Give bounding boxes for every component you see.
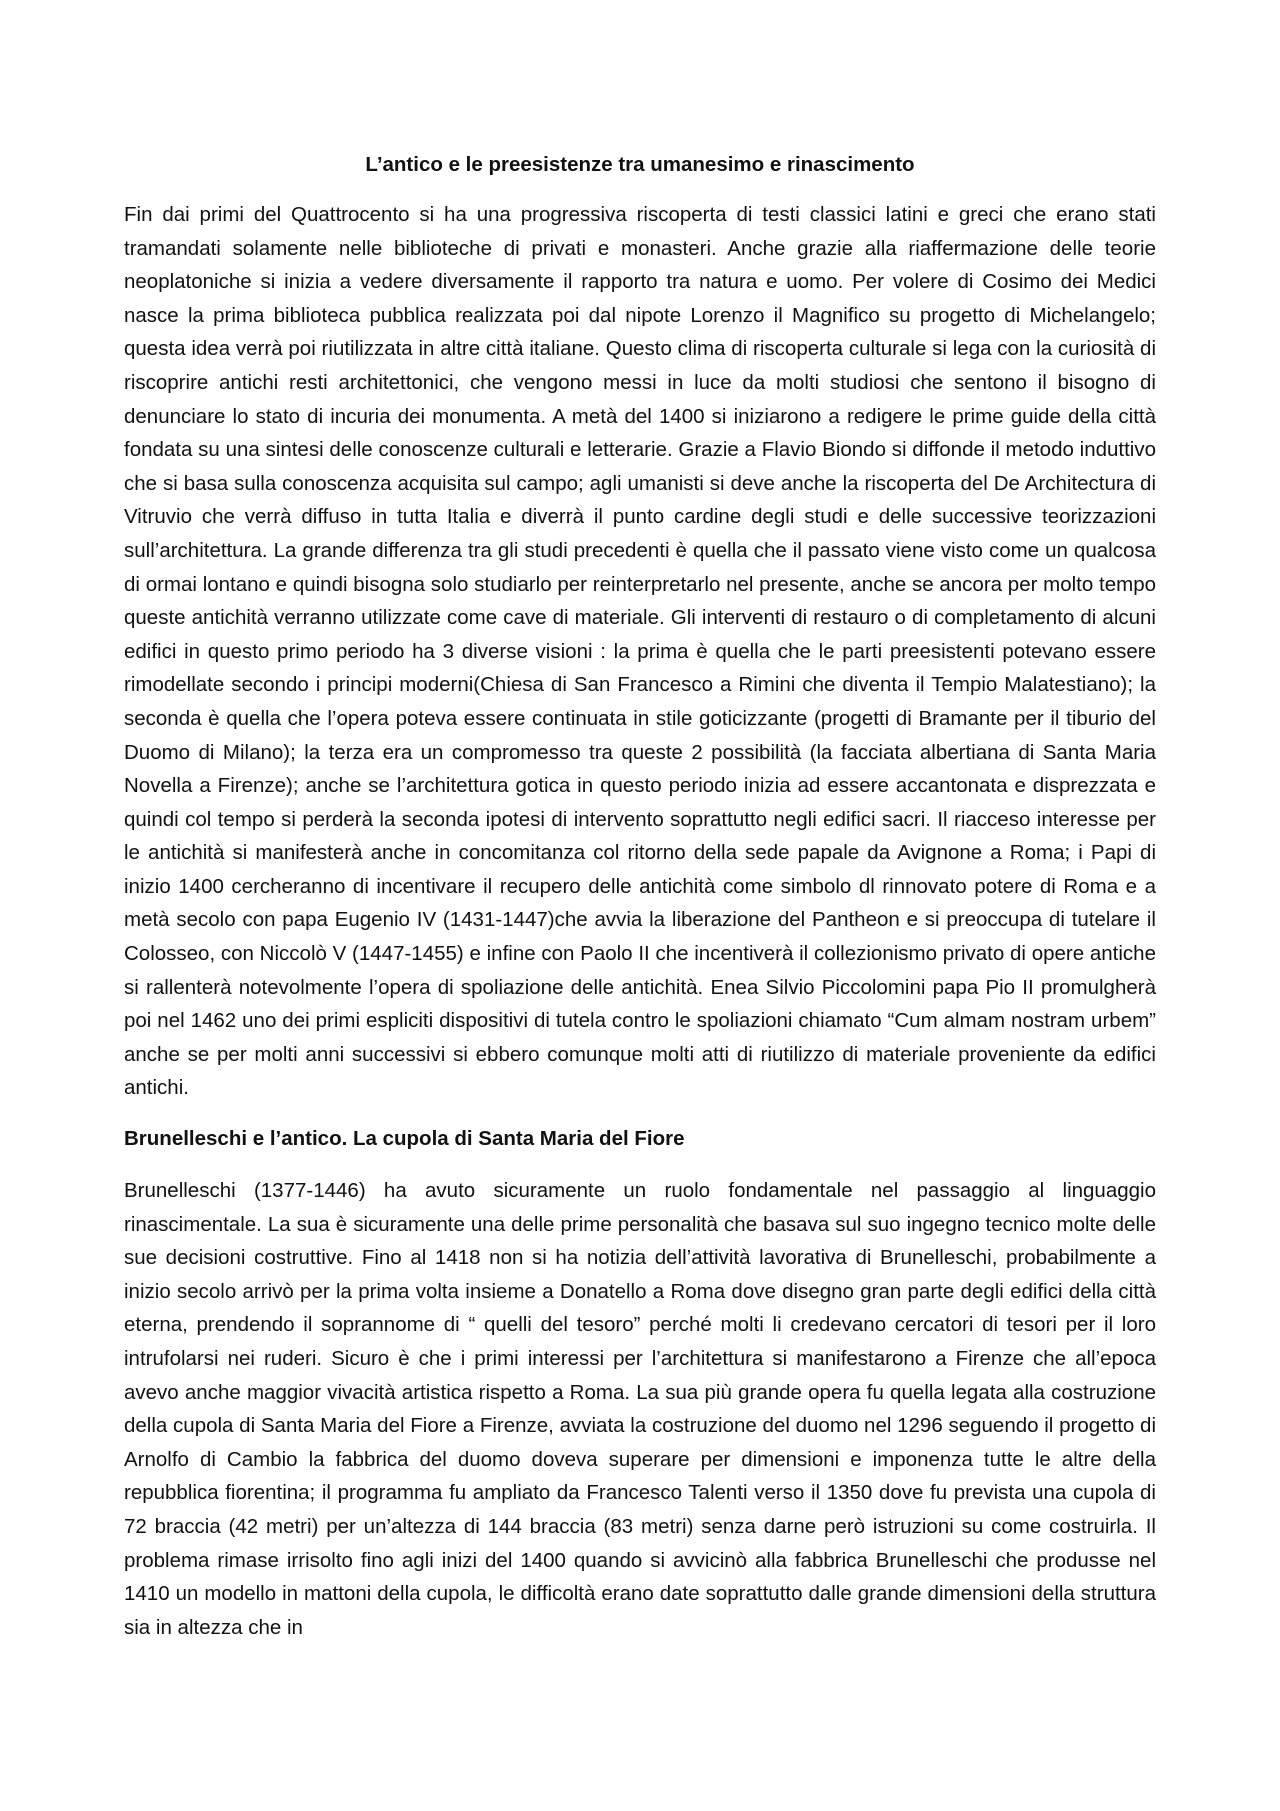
paragraph-intro: Fin dai primi del Quattrocento si ha una progressiva riscoperta di testi classici latini e greci che erano stati tramandati solamente nelle biblioteche di privati e monasteri. Anche grazie alla riaffermazione delle teorie neoplatoniche si inizia a vedere diversamente il rapporto tra natura e uomo. Per volere di Cosimo dei Medici nasce la prima biblioteca pubblica realizzata poi dal nipote Lorenzo il Magnifico su progetto di Michelangelo; questa idea verrà poi riutilizzata in altre città italiane. Questo clima di riscoperta culturale si lega con la curiosità di riscoprire antichi resti architettonici, che vengono messi in luce da molti studiosi che sentono il bisogno di denunciare lo stato di incuria dei monumenta. A metà del 1400 si iniziarono a redigere le prime guide della città fondata su una sintesi delle conoscenze culturali e letterarie. Grazie a Flavio Biondo si diffonde il metodo induttivo che si basa sulla conoscenza acquisita sul campo; agli umanisti si deve anche la riscoperta del De Architectura di Vitruvio che verrà diffuso in tutta Italia e diverrà il punto cardine degli studi e delle successive teorizzazioni sull’architettura. La grande differenza tra gli studi precedenti è quella che il passato viene visto come un qualcosa di ormai lontano e quindi bisogna solo studiarlo per reinterpretarlo nel presente, anche se ancora per molto tempo queste antichità verranno utilizzate come cave di materiale. Gli interventi di restauro o di completamento di alcuni edifici in questo primo periodo ha 3 diverse visioni : la prima è quella che le parti preesistenti potevano essere rimodellate secondo i principi moderni(Chiesa di San Francesco a Rimini che diventa il Tempio Malatestiano); la seconda è quella che l’opera poteva essere continuata in stile goticizzante (progetti di Bramante per il tiburio del Duomo di Milano); la terza era un compromesso tra queste 2 possibilità (la facciata albertiana di Santa Maria Novella a Firenze); anche se l’architettura gotica in questo periodo inizia ad essere accantonata e disprezzata e quindi col tempo si perderà la seconda ipotesi di intervento soprattutto negli edifici sacri. Il riacceso interesse per le antichità si manifesterà anche in concomitanza col ritorno della sede papale da Avignone a Roma; i Papi di inizio 1400 cercheranno di incentivare il recupero delle antichità come simbolo dl rinnovato potere di Roma e a metà secolo con papa Eugenio IV (1431-1447)che avvia la liberazione del Pantheon e si preoccupa di tutelare il Colosseo, con Niccolò V (1447-1455) e infine con Paolo II che incentiverà il collezionismo privato di opere antiche si rallenterà notevolmente l’opera di spoliazione delle antichità. Enea Silvio Piccolomini papa Pio II promulgherà poi nel 1462 uno dei primi espliciti dispositivi di tutela contro le spoliazioni chiamato “Cum almam nostram urbem” anche se per molti anni successivi si ebbero comunque molti atti di riutilizzo di materiale proveniente da edifici antichi. <box>124 203 1156 1100</box>
paragraph-brunelleschi: Brunelleschi (1377-1446) ha avuto sicuramente un ruolo fondamentale nel passaggio al linguaggio rinascimentale. La sua è sicuramente una delle prime personalità che basava sul suo ingegno tecnico molte delle sue decisioni costruttive. Fino al 1418 non si ha notizia dell’attività lavorativa di Brunelleschi, probabilmente a inizio secolo arrivò per la prima volta insieme a Donatello a Roma dove disegno gran parte degli edifici della città eterna, prendendo il soprannome di “ quelli del tesoro” perché molti li credevano cercatori di tesori per il loro intrufolarsi nei ruderi. Sicuro è che i primi interessi per l’architettura si manifestarono a Firenze che all’epoca avevo anche maggior vivacità artistica rispetto a Roma. La sua più grande opera fu quella legata alla costruzione della cupola di Santa Maria del Fiore a Firenze, avviata la costruzione del duomo nel 1296 seguendo il progetto di Arnolfo di Cambio la fabbrica del duomo doveva superare per dimensioni e imponenza tutte le altre della repubblica fiorentina; il programma fu ampliato da Francesco Talenti verso il 1350 dove fu prevista una cupola di 72 braccia (42 metri) per un’altezza di 144 braccia (83 metri) senza darne però istruzioni su come costruirla. Il problema rimase irrisolto fino agli inizi del 1400 quando si avvicinò alla fabbrica Brunelleschi che produsse nel 1410 un modello in mattoni della cupola, le difficoltà erano date soprattutto dalle grande dimensioni della struttura sia in altezza che in <box>124 1179 1156 1639</box>
document-page <box>124 150 1156 1644</box>
section-heading-brunelleschi: Brunelleschi e l’antico. La cupola di Santa Maria del Fiore <box>124 1127 685 1151</box>
document-title: L’antico e le preesistenze tra umanesimo e rinascimento <box>365 153 915 176</box>
